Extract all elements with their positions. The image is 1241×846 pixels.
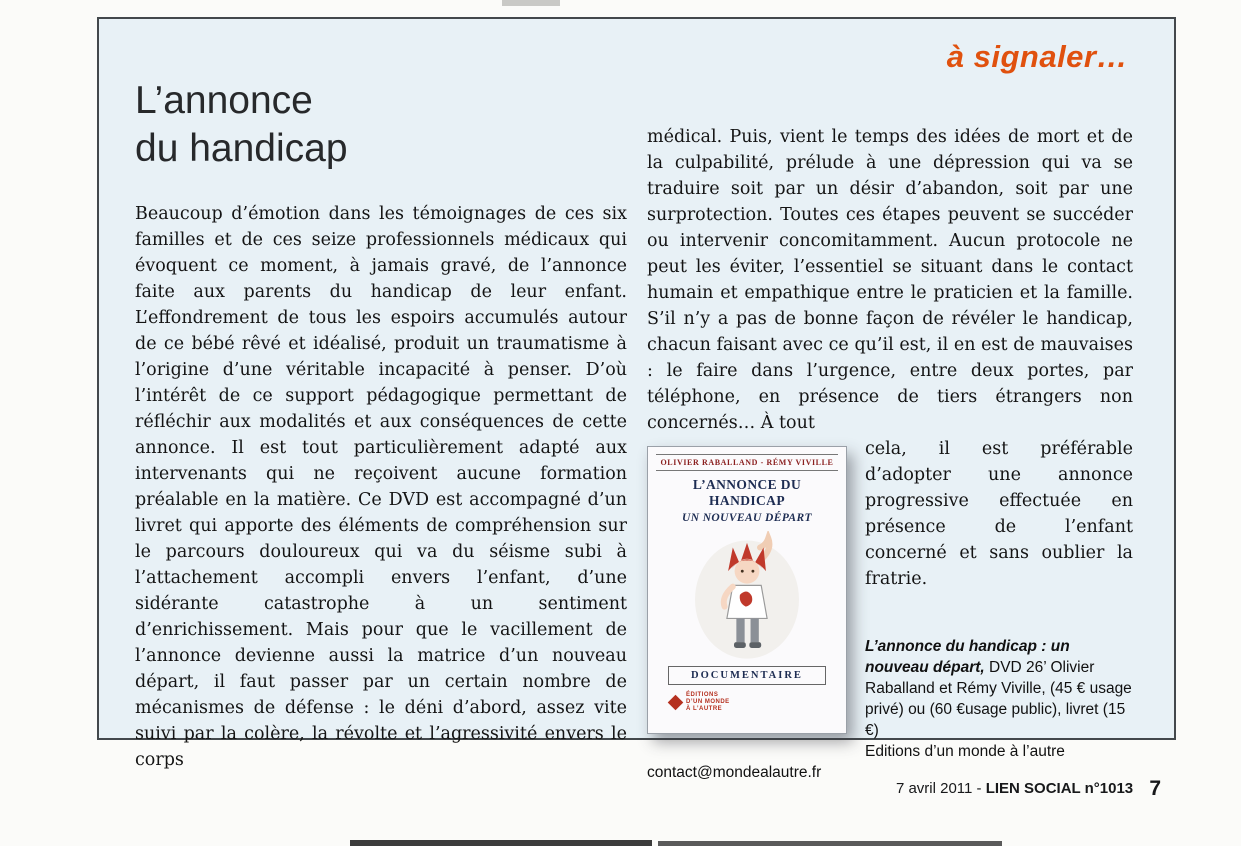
article-title-line1: L’annonce [135,79,313,122]
column-right [647,124,1133,783]
body-text-left: Beaucoup d’émotion dans les témoignages de ces six familles et de ces seize professionnels médicaux qui évoquent ce moment, à jamais gravé, de l’annonce faite aux parents du handicap de leur enfant. L’effondrement de tous les espoirs accumulés autour de ce bébé rêvé et idéalisé, produit un traumatisme à l’origine d’une véritable incapacité à penser. D’où l’intérêt de ce support pédagogique permettant de réfléchir aux modalités et aux conséquences de cette annonce. Il est tout particulièrement adapté aux intervenants qui ne reçoivent aucune formation préalable en la matière. Ce DVD est accompagné d’un livret qui apporte des éléments de compréhension sur le parcours douloureux qui va du séisme subi à l’attachement accompli envers l’enfant, d’une sidérante catastrophe à un sentiment d’enrichissement. Mais pour que le vacillement de l’annonce devienne aussi la matrice d’un nouveau départ, il faut passer par un certain nombre de mécanismes de défense : le déni d’abord, assez vite suivi par la colère, la révolte et l’agressivité envers le corps [135,204,627,770]
dvd-cover-illustration [656,528,838,664]
caption-credits: DVD 26’ Olivier Raballand et Rémy Viville, (45 € usage privé) ou (60 €usage public), livret (15 €) [865,659,1132,739]
publisher-line2: D’UN MONDE [686,699,730,705]
section-label: à signaler… [946,39,1128,74]
article-title [135,77,348,173]
footer-issue: LIEN SOCIAL n°1013 [985,780,1134,797]
dvd-cover-genre-label: DOCUMENTAIRE [668,666,827,685]
publisher-line1: ÉDITIONS [686,692,719,698]
publisher-line3: À L’AUTRE [686,706,723,712]
scan-artifact-top [502,0,560,6]
dvd-cover-subtitle: UN NOUVEAU DÉPART [682,512,812,524]
article-title-line2: du handicap [135,127,348,170]
caption-publisher: Editions d’un monde à l’autre [865,743,1065,760]
scan-artifact-bottom-left [350,840,652,846]
publisher-name [686,692,730,713]
dvd-cover-authors: OLIVIER RABALLAND - RÉMY VIVILLE [656,454,838,471]
body-text-right-top: médical. Puis, vient le temps des idées de mort et de la culpabilité, prélude à une dépression qui va se traduire soit par un désir d’abandon, soit par une surprotection. Toutes ces étapes peuvent se succéder ou intervenir concomitamment. Aucun protocole ne peut les éviter, l’essentiel se situant dans le contact humain et empathique entre le praticien et la famille. S’il n’y a pas de bonne façon de révéler le handicap, chacun faisant avec ce qu’il est, il en est de mauvaises : le faire dans l’urgence, entre deux portes, par téléphone, en présence de tiers étrangers non concernés… À tout [647,127,1133,433]
body-text-right-wrap: cela, il est préférable d’adopter une annonce progressive effectuée en présence de l’enfant concerné et sans oublier la fratrie. [865,439,1133,589]
dvd-cover-title: L’ANNONCE DU HANDICAP [692,477,802,508]
column-left [135,201,627,773]
dvd-cover-publisher-logo [656,692,838,713]
caption-contact-email: contact@mondealautre.fr [647,764,822,781]
article-panel [97,17,1176,781]
child-drawing-icon [687,531,807,661]
caption-title: L’annonce du handicap : un nouveau départ, [865,638,1070,676]
dvd-cover-photo [647,446,847,734]
footer-page-number: 7 [1149,777,1161,800]
scan-artifact-bottom-right [658,841,1002,846]
publisher-logo-icon [668,695,684,711]
page-footer [896,777,1161,801]
footer-date: 7 avril 2011 - [895,780,986,797]
